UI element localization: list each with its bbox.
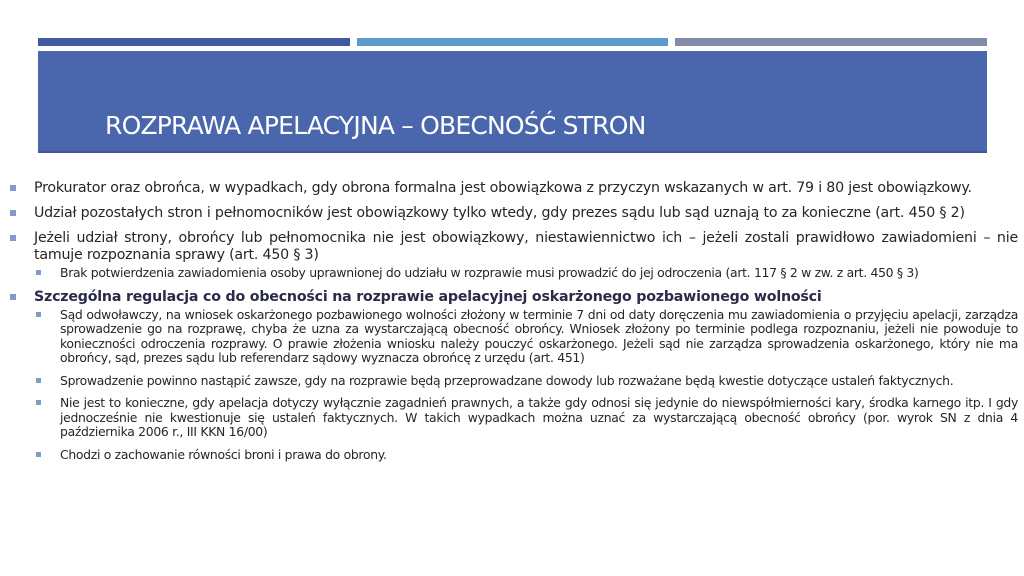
sub-bullet-item <box>8 448 1018 463</box>
square-bullet-icon <box>36 312 41 317</box>
bullet-item <box>8 180 1018 197</box>
accent-bars <box>38 38 987 46</box>
square-bullet-icon <box>36 270 41 275</box>
bullet-item <box>8 205 1018 222</box>
bullet-text: Sąd odwoławczy, na wniosek oskarżonego pozbawionego wolności złożony w terminie 7 dni od daty doręczenia mu zawiadomienia o przyjęciu apelacji, zarządza sprowadzenie go na rozprawę, chyba że uzna za wystarczającą obecność obrońcy. Wniosek złożony po terminie podlega rozpoznaniu, jeżeli nie powoduje to konieczności odroczenia rozprawy. O prawie złożenia wniosku należy pouczyć oskarżonego. Jeżeli sąd nie zarządza sprowadzenia oskarżonego, który nie ma obrońcy, sąd, prezes sądu lub referendarz sądowy wyznacza obrońcę z urzędu (art. 451) <box>60 306 1018 365</box>
square-bullet-icon <box>10 185 16 191</box>
accent-bar-light-blue <box>357 38 668 46</box>
title-banner <box>38 51 987 153</box>
slide-content <box>8 180 1018 470</box>
bullet-text: Szczególna regulacja co do obecności na rozprawie apelacyjnej oskarżonego pozbawionego wolności <box>34 288 822 305</box>
accent-bar-gray <box>675 38 987 46</box>
sub-bullet-item <box>8 308 1018 366</box>
square-bullet-icon <box>10 235 16 241</box>
sub-bullet-item <box>8 266 1018 281</box>
bullet-text: Brak potwierdzenia zawiadomienia osoby uprawnionej do udziału w rozprawie musi prowadzić do jej odroczenia (art. 117 § 2 w zw. z art. 450 § 3) <box>60 265 919 280</box>
slide-title: ROZPRAWA APELACYJNA – OBECNOŚĆ STRON <box>105 111 646 140</box>
square-bullet-icon <box>36 400 41 405</box>
bullet-text: Chodzi o zachowanie równości broni i prawa do obrony. <box>60 446 387 462</box>
accent-bar-dark-blue <box>38 38 350 46</box>
square-bullet-icon <box>10 294 16 300</box>
bullet-item-heading <box>8 289 1018 306</box>
bullet-text: Udział pozostałych stron i pełnomocników jest obowiązkowy tylko wtedy, gdy prezes sądu lub sąd uznają to za konieczne (art. 450 § 2) <box>34 205 965 221</box>
square-bullet-icon <box>36 452 41 457</box>
bullet-text: Nie jest to konieczne, gdy apelacja dotyczy wyłącznie zagadnień prawnych, a także gdy odnosi się jedynie do niewspółmierności kary, środka karnego itp. I gdy jednocześnie nie kwestionuje się ustaleń faktycznych. W takich wypadkach można uznać za wystarczającą obecność obrońcy (por. wyrok SN z dnia 4 października 2006 r., III KKN 16/00) <box>60 395 1018 439</box>
bullet-text: Sprowadzenie powinno nastąpić zawsze, gdy na rozprawie będą przeprowadzane dowody lub rozważane będą kwestie dotyczące ustaleń faktycznych. <box>60 372 954 388</box>
sub-bullet-item <box>8 396 1018 440</box>
bullet-text: Prokurator oraz obrońca, w wypadkach, gdy obrona formalna jest obowiązkowa z przyczyn wskazanych w art. 79 i 80 jest obowiązkowy. <box>34 180 972 196</box>
square-bullet-icon <box>36 378 41 383</box>
bullet-text: Jeżeli udział strony, obrońcy lub pełnomocnika nie jest obowiązkowy, niestawiennictwo ich – jeżeli zostali prawidłowo zawiadomieni – nie tamuje rozpoznania sprawy (art. 450 § 3) <box>34 230 1018 263</box>
sub-bullet-item <box>8 374 1018 389</box>
square-bullet-icon <box>10 210 16 216</box>
bullet-item <box>8 230 1018 264</box>
